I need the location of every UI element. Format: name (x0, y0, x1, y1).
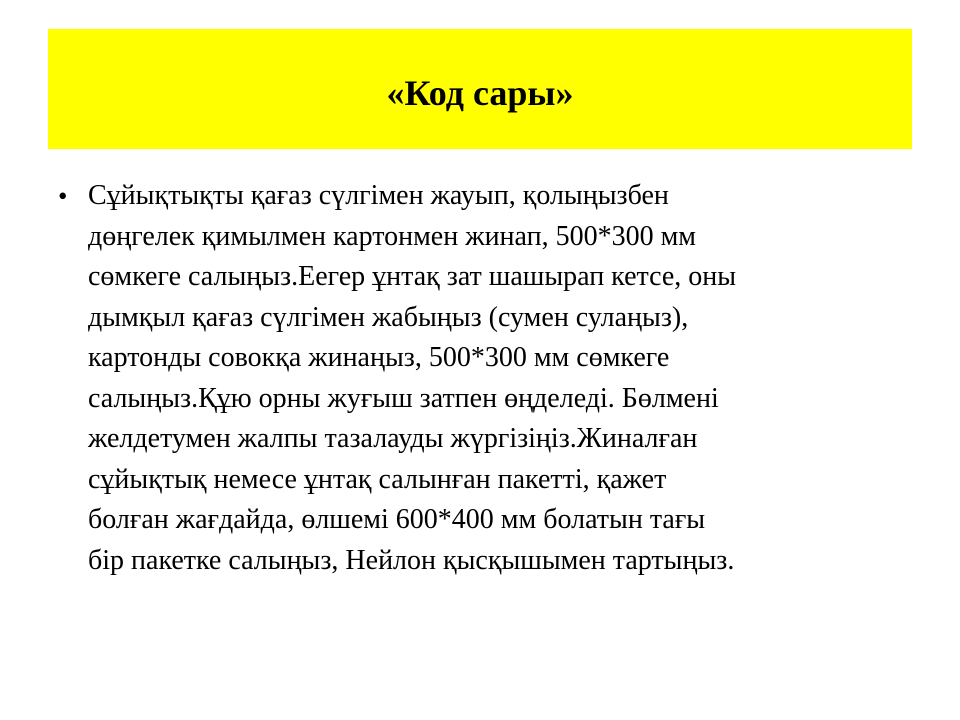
bullet-text-line: Сұйықтықты қағаз сүлгімен жауып, қолыңызбен (88, 180, 669, 211)
slide-title: «Код сары» (386, 73, 574, 113)
bullet-text-line: дөңгелек қимылмен картонмен жинап, 500*300 мм (88, 220, 697, 252)
bullet-text-line: картонды совокқа жинаңыз, 500*300 мм сөмкеге (88, 342, 670, 373)
bullet-text-line: сұйықтық немесе ұнтақ салынған пакетті, қажет (88, 463, 667, 495)
bullet-text-line: желдетумен жалпы тазалауды жүргізіңіз.Жиналған (88, 423, 698, 454)
bullet-text-line: сөмкеге салыңыз.Еегер ұнтақ зат шашырап кетсе, оны (88, 261, 737, 292)
bullet-list (56, 176, 916, 581)
bullet-text-line: салыңыз.Құю орны жуғыш затпен өңделеді. Бөлмені (88, 382, 719, 414)
bullet-icon: • (58, 181, 68, 211)
title-banner (48, 29, 912, 149)
bullet-text-line: бір пакетке салыңыз, Нейлон қысқышымен тартыңыз. (88, 544, 735, 576)
bullet-text-line: болған жағдайда, өлшемі 600*400 мм болатын тағы (88, 504, 706, 535)
bullet-text-line: дымқыл қағаз сүлгімен жабыңыз (сумен сулаңыз), (88, 301, 689, 333)
bullet-item (56, 176, 916, 581)
